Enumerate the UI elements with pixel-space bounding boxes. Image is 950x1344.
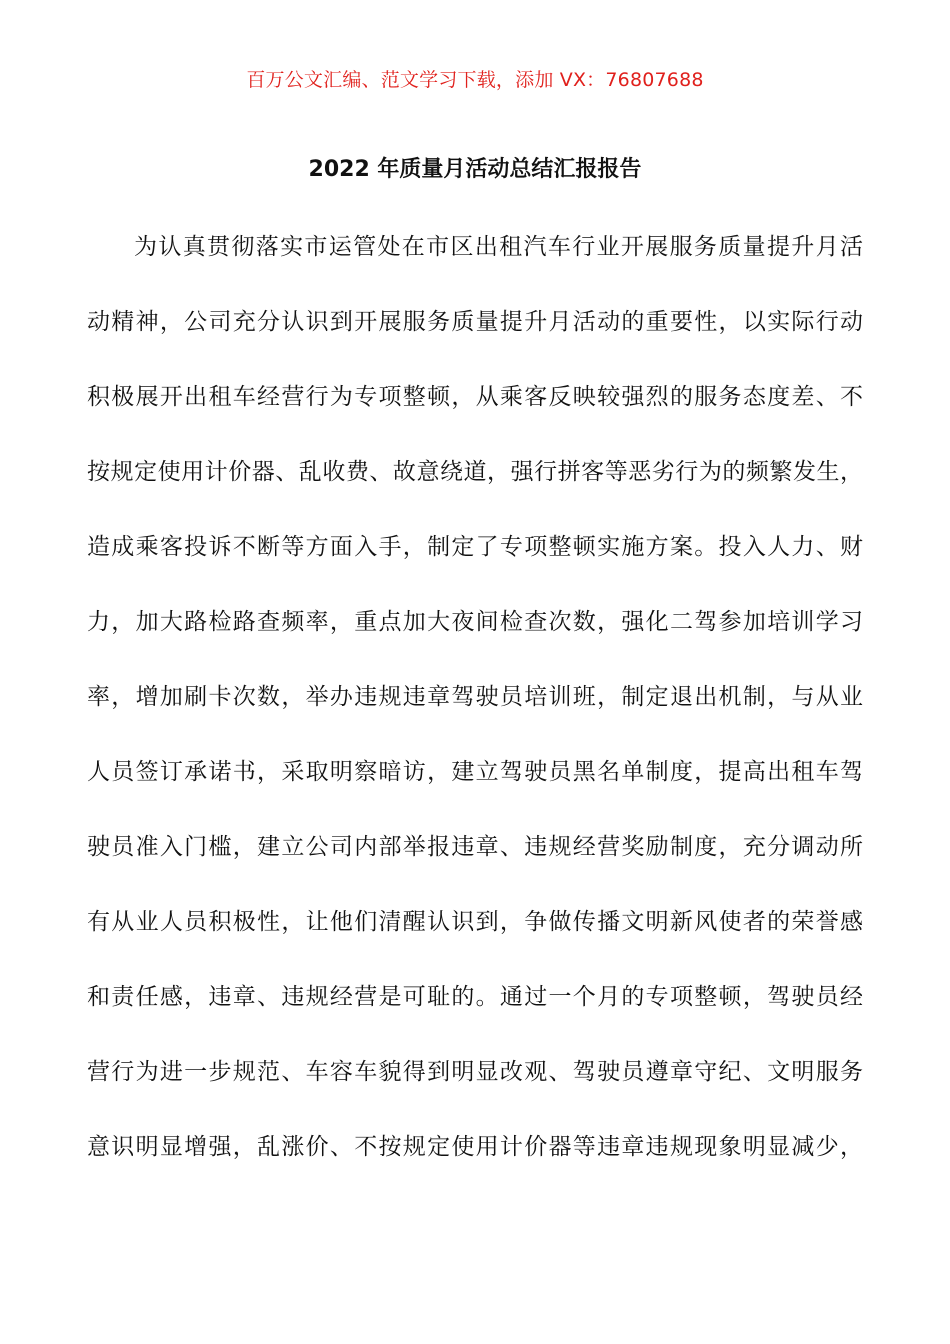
- paragraph-line: 为认真贯彻落实市运管处在市区出租汽车行业开展服务质量提升月活: [134, 234, 863, 260]
- paragraph-line: 意识明显增强，乱涨价、不按规定使用计价器等违章违规现象明显减少，: [87, 1134, 863, 1160]
- paragraph-line: 动精神，公司充分认识到开展服务质量提升月活动的重要性，以实际行动: [87, 309, 863, 335]
- paragraph-line: 有从业人员积极性，让他们清醒认识到，争做传播文明新风使者的荣誉感: [87, 909, 863, 935]
- document-title: 2022 年质量月活动总结汇报报告: [308, 157, 642, 182]
- paragraph-line: 按规定使用计价器、乱收费、故意绕道，强行拼客等恶劣行为的频繁发生，: [87, 459, 863, 485]
- paragraph-line: 积极展开出租车经营行为专项整顿，从乘客反映较强烈的服务态度差、不: [87, 384, 863, 410]
- promo-banner: 百万公文汇编、范文学习下载，添加 VX：76807688: [246, 69, 704, 91]
- paragraph-line: 驶员准入门槛，建立公司内部举报违章、违规经营奖励制度，充分调动所: [87, 834, 863, 860]
- body-paragraph: [87, 210, 863, 1185]
- paragraph-line: 力，加大路检路查频率，重点加大夜间检查次数，强化二驾参加培训学习: [87, 609, 863, 635]
- paragraph-line: 营行为进一步规范、车容车貌得到明显改观、驾驶员遵章守纪、文明服务: [87, 1059, 863, 1085]
- paragraph-line: 和责任感，违章、违规经营是可耻的。通过一个月的专项整顿，驾驶员经: [87, 984, 863, 1010]
- paragraph-line: 造成乘客投诉不断等方面入手，制定了专项整顿实施方案。投入人力、财: [87, 534, 863, 560]
- paragraph-line: 人员签订承诺书，采取明察暗访，建立驾驶员黑名单制度，提高出租车驾: [87, 759, 863, 785]
- paragraph-line: 率，增加刷卡次数，举办违规违章驾驶员培训班，制定退出机制，与从业: [87, 684, 863, 710]
